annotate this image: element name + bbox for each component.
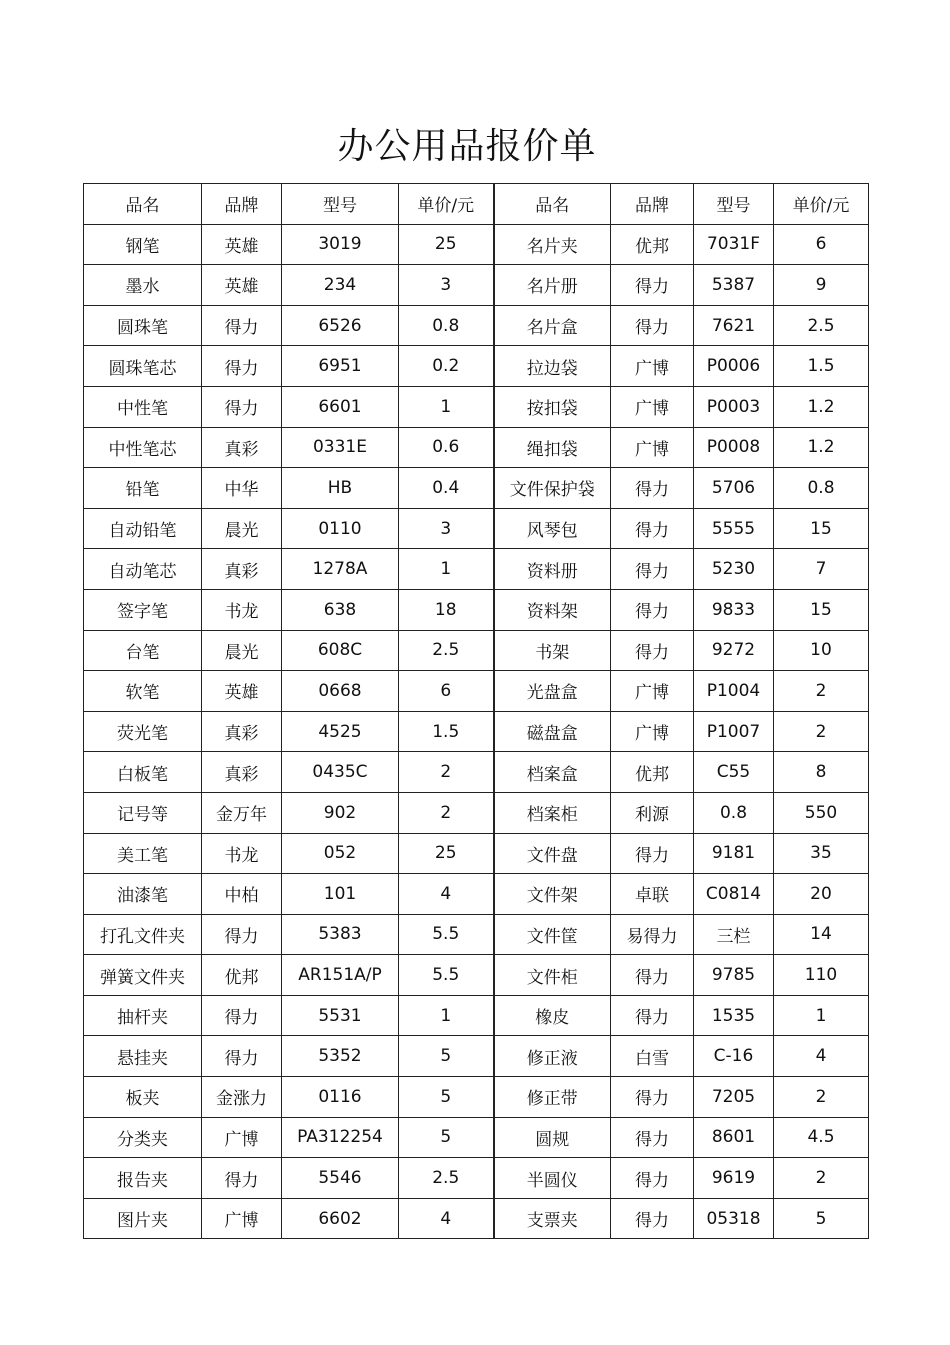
table-cell: 550 xyxy=(774,792,869,833)
table-cell: 1535 xyxy=(694,995,774,1036)
table-cell: 得力 xyxy=(611,1158,694,1199)
table-row xyxy=(84,265,869,306)
table-cell: 名片册 xyxy=(494,265,611,306)
table-cell: 英雄 xyxy=(202,224,282,265)
table-cell: P0006 xyxy=(694,346,774,387)
table-cell: 档案柜 xyxy=(494,792,611,833)
table-header-row xyxy=(84,184,869,225)
table-cell: 得力 xyxy=(202,1036,282,1077)
table-cell: 0.8 xyxy=(399,305,494,346)
table-cell: 得力 xyxy=(202,386,282,427)
table-cell: C55 xyxy=(694,752,774,793)
table-cell: 6 xyxy=(399,671,494,712)
table-cell: 5387 xyxy=(694,265,774,306)
table-cell: 5 xyxy=(774,1198,869,1239)
table-cell: 得力 xyxy=(611,549,694,590)
table-cell: 5706 xyxy=(694,468,774,509)
table-row xyxy=(84,792,869,833)
table-cell: AR151A/P xyxy=(282,955,399,996)
table-cell: 1278A xyxy=(282,549,399,590)
table-cell: 5383 xyxy=(282,914,399,955)
table-cell: 0435C xyxy=(282,752,399,793)
table-cell: 2 xyxy=(774,1077,869,1118)
table-cell: 得力 xyxy=(202,346,282,387)
table-cell: 半圆仪 xyxy=(494,1158,611,1199)
table-cell: 5230 xyxy=(694,549,774,590)
table-cell: 6602 xyxy=(282,1198,399,1239)
table-cell: 优邦 xyxy=(611,752,694,793)
table-cell: 3019 xyxy=(282,224,399,265)
table-cell: 1.2 xyxy=(774,386,869,427)
table-cell: 234 xyxy=(282,265,399,306)
table-cell: 得力 xyxy=(611,1077,694,1118)
table-cell: 广博 xyxy=(611,346,694,387)
table-cell: 优邦 xyxy=(611,224,694,265)
table-row xyxy=(84,549,869,590)
table-cell: 油漆笔 xyxy=(84,874,202,915)
table-cell: 广博 xyxy=(611,386,694,427)
table-row xyxy=(84,468,869,509)
table-cell: 软笔 xyxy=(84,671,202,712)
table-cell: 广博 xyxy=(611,711,694,752)
table-cell: 1 xyxy=(774,995,869,1036)
table-row xyxy=(84,914,869,955)
table-cell: 2.5 xyxy=(399,630,494,671)
table-cell: 拉边袋 xyxy=(494,346,611,387)
table-cell: 638 xyxy=(282,589,399,630)
table-cell: 4.5 xyxy=(774,1117,869,1158)
table-cell: 优邦 xyxy=(202,955,282,996)
table-cell: 5 xyxy=(399,1077,494,1118)
table-cell: 10 xyxy=(774,630,869,671)
table-cell: 5.5 xyxy=(399,955,494,996)
table-cell: 1 xyxy=(399,549,494,590)
table-cell: 902 xyxy=(282,792,399,833)
table-cell: 0110 xyxy=(282,508,399,549)
table-cell: 自动铅笔 xyxy=(84,508,202,549)
table-row xyxy=(84,346,869,387)
table-cell: 1.5 xyxy=(399,711,494,752)
table-cell: 5352 xyxy=(282,1036,399,1077)
table-cell: 橡皮 xyxy=(494,995,611,1036)
table-row xyxy=(84,427,869,468)
table-cell: 2.5 xyxy=(774,305,869,346)
table-cell: 真彩 xyxy=(202,549,282,590)
table-cell: 9785 xyxy=(694,955,774,996)
table-cell: 2 xyxy=(399,792,494,833)
table-cell: 书龙 xyxy=(202,833,282,874)
table-cell: P0003 xyxy=(694,386,774,427)
table-cell: 文件保护袋 xyxy=(494,468,611,509)
table-row xyxy=(84,955,869,996)
table-cell: 圆珠笔芯 xyxy=(84,346,202,387)
table-cell: 6951 xyxy=(282,346,399,387)
table-cell: 白雪 xyxy=(611,1036,694,1077)
table-cell: 4525 xyxy=(282,711,399,752)
table-row xyxy=(84,508,869,549)
table-row xyxy=(84,833,869,874)
table-cell: 光盘盒 xyxy=(494,671,611,712)
table-cell: 白板笔 xyxy=(84,752,202,793)
table-cell: 1.2 xyxy=(774,427,869,468)
table-cell: 9 xyxy=(774,265,869,306)
table-cell: P0008 xyxy=(694,427,774,468)
table-cell: 文件架 xyxy=(494,874,611,915)
table-cell: 修正液 xyxy=(494,1036,611,1077)
table-row xyxy=(84,224,869,265)
table-cell: 35 xyxy=(774,833,869,874)
table-cell: 9833 xyxy=(694,589,774,630)
table-cell: 得力 xyxy=(202,914,282,955)
table-cell: 3 xyxy=(399,265,494,306)
table-row xyxy=(84,630,869,671)
table-cell: P1004 xyxy=(694,671,774,712)
table-cell: 得力 xyxy=(611,1117,694,1158)
table-cell: 6526 xyxy=(282,305,399,346)
table-cell: 金涨力 xyxy=(202,1077,282,1118)
table-cell: 05318 xyxy=(694,1198,774,1239)
table-cell: 得力 xyxy=(611,955,694,996)
table-cell: 真彩 xyxy=(202,711,282,752)
table-cell: 书龙 xyxy=(202,589,282,630)
table-row xyxy=(84,1077,869,1118)
table-cell: 三栏 xyxy=(694,914,774,955)
table-cell: 608C xyxy=(282,630,399,671)
table-cell: 2.5 xyxy=(399,1158,494,1199)
table-cell: 得力 xyxy=(611,1198,694,1239)
table-cell: 25 xyxy=(399,224,494,265)
table-cell: 2 xyxy=(774,671,869,712)
table-row xyxy=(84,1036,869,1077)
table-cell: 广博 xyxy=(611,671,694,712)
table-cell: 得力 xyxy=(611,589,694,630)
table-cell: 052 xyxy=(282,833,399,874)
table-cell: 荧光笔 xyxy=(84,711,202,752)
table-cell: PA312254 xyxy=(282,1117,399,1158)
table-cell: 名片盒 xyxy=(494,305,611,346)
table-cell: 0331E xyxy=(282,427,399,468)
table-cell: 0.4 xyxy=(399,468,494,509)
column-header: 品名 xyxy=(494,184,611,225)
table-cell: 7031F xyxy=(694,224,774,265)
table-cell: 自动笔芯 xyxy=(84,549,202,590)
table-cell: 5555 xyxy=(694,508,774,549)
table-cell: 打孔文件夹 xyxy=(84,914,202,955)
table-cell: 2 xyxy=(399,752,494,793)
column-header: 品名 xyxy=(84,184,202,225)
table-row xyxy=(84,1158,869,1199)
table-cell: 得力 xyxy=(611,833,694,874)
table-cell: 圆规 xyxy=(494,1117,611,1158)
table-cell: 文件筐 xyxy=(494,914,611,955)
table-cell: 0668 xyxy=(282,671,399,712)
table-cell: 7621 xyxy=(694,305,774,346)
table-cell: 110 xyxy=(774,955,869,996)
table-cell: 分类夹 xyxy=(84,1117,202,1158)
table-cell: 记号等 xyxy=(84,792,202,833)
table-cell: 书架 xyxy=(494,630,611,671)
table-cell: 4 xyxy=(399,1198,494,1239)
table-cell: 名片夹 xyxy=(494,224,611,265)
table-cell: 钢笔 xyxy=(84,224,202,265)
table-row xyxy=(84,752,869,793)
table-cell: 2 xyxy=(774,711,869,752)
table-cell: 4 xyxy=(774,1036,869,1077)
table-cell: 风琴包 xyxy=(494,508,611,549)
table-cell: 2 xyxy=(774,1158,869,1199)
table-row xyxy=(84,995,869,1036)
table-cell: 金万年 xyxy=(202,792,282,833)
table-cell: 15 xyxy=(774,508,869,549)
table-row xyxy=(84,671,869,712)
price-table xyxy=(83,183,869,1239)
table-cell: 弹簧文件夹 xyxy=(84,955,202,996)
table-cell: 得力 xyxy=(611,468,694,509)
column-header: 单价/元 xyxy=(399,184,494,225)
table-cell: 8601 xyxy=(694,1117,774,1158)
table-cell: C-16 xyxy=(694,1036,774,1077)
table-row xyxy=(84,1117,869,1158)
table-cell: 中性笔 xyxy=(84,386,202,427)
column-header: 品牌 xyxy=(611,184,694,225)
table-cell: 6 xyxy=(774,224,869,265)
table-cell: 中柏 xyxy=(202,874,282,915)
table-cell: 抽杆夹 xyxy=(84,995,202,1036)
table-cell: 真彩 xyxy=(202,752,282,793)
table-cell: 真彩 xyxy=(202,427,282,468)
table-cell: 9272 xyxy=(694,630,774,671)
table-cell: 板夹 xyxy=(84,1077,202,1118)
table-cell: 中性笔芯 xyxy=(84,427,202,468)
table-cell: 18 xyxy=(399,589,494,630)
table-cell: 3 xyxy=(399,508,494,549)
table-cell: 得力 xyxy=(202,1158,282,1199)
table-cell: 0116 xyxy=(282,1077,399,1118)
table-cell: 易得力 xyxy=(611,914,694,955)
table-row xyxy=(84,874,869,915)
column-header: 品牌 xyxy=(202,184,282,225)
table-cell: 7205 xyxy=(694,1077,774,1118)
table-cell: 圆珠笔 xyxy=(84,305,202,346)
table-row xyxy=(84,589,869,630)
table-cell: 14 xyxy=(774,914,869,955)
table-cell: 9619 xyxy=(694,1158,774,1199)
table-cell: 1 xyxy=(399,995,494,1036)
table-cell: 利源 xyxy=(611,792,694,833)
table-cell: 4 xyxy=(399,874,494,915)
table-cell: 英雄 xyxy=(202,671,282,712)
table-row xyxy=(84,1198,869,1239)
table-cell: 广博 xyxy=(611,427,694,468)
page-title: 办公用品报价单 xyxy=(337,126,597,167)
table-cell: 文件盘 xyxy=(494,833,611,874)
table-cell: 得力 xyxy=(611,630,694,671)
table-cell: 得力 xyxy=(611,508,694,549)
table-cell: 修正带 xyxy=(494,1077,611,1118)
column-header: 单价/元 xyxy=(774,184,869,225)
table-cell: 得力 xyxy=(611,305,694,346)
table-cell: 5 xyxy=(399,1117,494,1158)
table-cell: 晨光 xyxy=(202,508,282,549)
table-cell: 绳扣袋 xyxy=(494,427,611,468)
table-cell: 1.5 xyxy=(774,346,869,387)
column-header: 型号 xyxy=(694,184,774,225)
table-cell: 美工笔 xyxy=(84,833,202,874)
table-cell: 支票夹 xyxy=(494,1198,611,1239)
table-cell: 20 xyxy=(774,874,869,915)
table-cell: 0.8 xyxy=(694,792,774,833)
table-cell: 报告夹 xyxy=(84,1158,202,1199)
table-cell: 5531 xyxy=(282,995,399,1036)
table-cell: 英雄 xyxy=(202,265,282,306)
table-cell: 得力 xyxy=(202,995,282,1036)
table-row xyxy=(84,305,869,346)
table-cell: 中华 xyxy=(202,468,282,509)
table-cell: 1 xyxy=(399,386,494,427)
table-row xyxy=(84,711,869,752)
table-cell: P1007 xyxy=(694,711,774,752)
table-cell: 资料架 xyxy=(494,589,611,630)
table-cell: 磁盘盒 xyxy=(494,711,611,752)
table-cell: 得力 xyxy=(611,265,694,306)
table-cell: 8 xyxy=(774,752,869,793)
table-cell: 资料册 xyxy=(494,549,611,590)
table-cell: C0814 xyxy=(694,874,774,915)
table-cell: 档案盒 xyxy=(494,752,611,793)
table-cell: HB xyxy=(282,468,399,509)
table-cell: 5 xyxy=(399,1036,494,1077)
column-header: 型号 xyxy=(282,184,399,225)
table-cell: 101 xyxy=(282,874,399,915)
table-cell: 0.2 xyxy=(399,346,494,387)
table-cell: 6601 xyxy=(282,386,399,427)
table-cell: 铅笔 xyxy=(84,468,202,509)
table-cell: 15 xyxy=(774,589,869,630)
table-row xyxy=(84,386,869,427)
table-cell: 按扣袋 xyxy=(494,386,611,427)
table-cell: 悬挂夹 xyxy=(84,1036,202,1077)
table-cell: 文件柜 xyxy=(494,955,611,996)
table-cell: 广博 xyxy=(202,1117,282,1158)
table-cell: 25 xyxy=(399,833,494,874)
table-cell: 图片夹 xyxy=(84,1198,202,1239)
table-cell: 台笔 xyxy=(84,630,202,671)
table-cell: 7 xyxy=(774,549,869,590)
table-cell: 得力 xyxy=(202,305,282,346)
table-cell: 广博 xyxy=(202,1198,282,1239)
table-cell: 签字笔 xyxy=(84,589,202,630)
table-cell: 5546 xyxy=(282,1158,399,1199)
table-cell: 9181 xyxy=(694,833,774,874)
table-cell: 得力 xyxy=(611,995,694,1036)
table-cell: 0.6 xyxy=(399,427,494,468)
table-cell: 卓联 xyxy=(611,874,694,915)
table-cell: 墨水 xyxy=(84,265,202,306)
table-cell: 5.5 xyxy=(399,914,494,955)
table-cell: 晨光 xyxy=(202,630,282,671)
table-cell: 0.8 xyxy=(774,468,869,509)
